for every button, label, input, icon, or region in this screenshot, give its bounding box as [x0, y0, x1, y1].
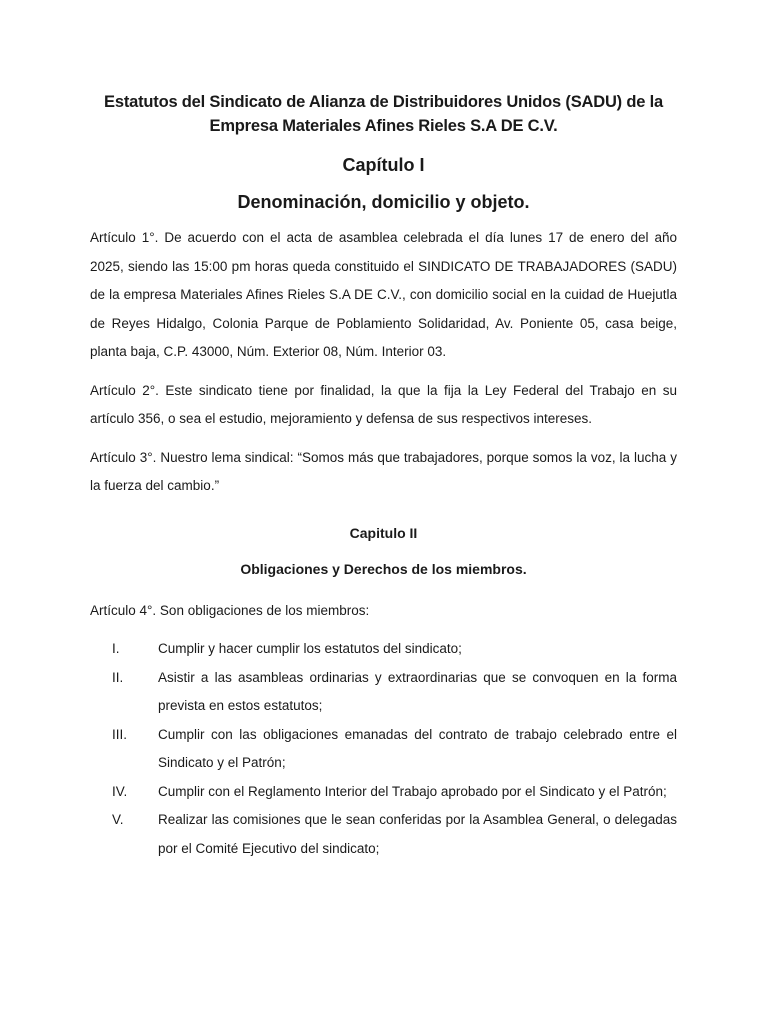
obligation-text: Realizar las comisiones que le sean conferidas por la Asamblea General, o delegadas por el Comité Ejecutivo del sindicato;	[158, 812, 677, 856]
document-title: Estatutos del Sindicato de Alianza de Distribuidores Unidos (SADU) de la Empresa Materiales Afines Rieles S.A DE C.V.	[104, 93, 663, 135]
article-1: Artículo 1°. De acuerdo con el acta de asamblea celebrada el día lunes 17 de enero del año 2025, siendo las 15:00 pm horas queda constituido el SINDICATO DE TRABAJADORES (SADU) de la empresa Materiales Afines Rieles S.A DE C.V., con domicilio social en la cuidad de Huejutla de Reyes Hidalgo, Colonia Parque de Poblamiento Solidaridad, Av. Poniente 05, casa beige, planta baja, C.P. 43000, Núm. Exterior 08, Núm. Interior 03.	[90, 230, 677, 359]
chapter-2-heading: Capitulo II	[349, 524, 418, 541]
obligation-text: Asistir a las asambleas ordinarias y extraordinarias que se convoquen en la forma prevista en estos estatutos;	[158, 669, 677, 713]
obligation-text: Cumplir con las obligaciones emanadas del contrato de trabajo celebrado entre el Sindicato y el Patrón;	[158, 726, 677, 770]
document-page	[90, 90, 677, 863]
obligation-text: Cumplir con el Reglamento Interior del Trabajo aprobado por el Sindicato y el Patrón;	[158, 783, 667, 799]
obligation-number: II.	[112, 669, 124, 685]
chapter-1-heading: Capítulo I	[342, 155, 425, 175]
obligation-item	[90, 721, 677, 778]
obligations-list	[90, 635, 677, 863]
article-2: Artículo 2°. Este sindicato tiene por finalidad, la que la fija la Ley Federal del Trabajo en su artículo 356, o sea el estudio, mejoramiento y defensa de sus respectivos intereses.	[90, 382, 677, 426]
obligation-number: IV.	[112, 783, 128, 799]
obligation-item	[90, 806, 677, 863]
obligation-number: I.	[112, 641, 120, 656]
article-4: Artículo 4°. Son obligaciones de los miembros:	[90, 602, 370, 618]
article-3: Artículo 3°. Nuestro lema sindical: “Somos más que trabajadores, porque somos la voz, la lucha y la fuerza del cambio.”	[90, 449, 677, 493]
chapter-2-subheading: Obligaciones y Derechos de los miembros.	[240, 560, 527, 577]
obligation-item	[90, 664, 677, 721]
obligation-number: III.	[112, 726, 128, 742]
obligation-item	[90, 778, 677, 807]
obligation-number: V.	[112, 812, 124, 827]
chapter-1-subheading: Denominación, domicilio y objeto.	[237, 192, 530, 212]
obligation-item	[90, 635, 677, 664]
obligation-text: Cumplir y hacer cumplir los estatutos del sindicato;	[158, 641, 462, 656]
